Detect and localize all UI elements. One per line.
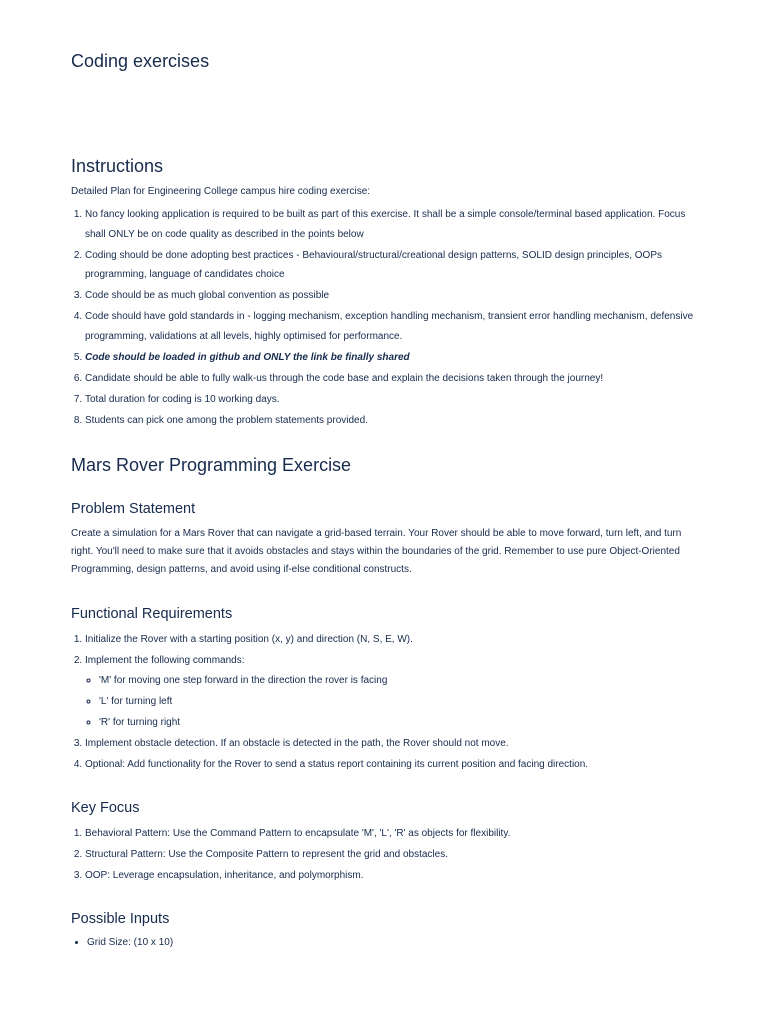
list-item: 6. Candidate should be able to fully walk-us through the code base and explain the decisions taken through the journey! bbox=[85, 369, 696, 389]
list-item-text: Implement the following commands: bbox=[85, 655, 245, 666]
problem-statement-text: Create a simulation for a Mars Rover that can navigate a grid-based terrain. Your Rover should be able to move forward, turn left, and turn right. You'll need to make sure that it avoids obstacles and stays within the boundaries of the grid. Remember to use pure Object-Oriented Programming, design patterns, and avoid using if-else conditional constructs. bbox=[71, 528, 682, 575]
list-item bbox=[85, 651, 696, 732]
list-item: 3. Code should be as much global convention as possible bbox=[85, 286, 696, 306]
list-item bbox=[85, 348, 696, 368]
list-item: 1. Initialize the Rover with a starting position (x, y) and direction (N, S, E, W). bbox=[85, 630, 696, 650]
emphasized-text: Code should be loaded in github and ONLY the link be finally shared bbox=[85, 351, 410, 363]
list-item: 7. Total duration for coding is 10 working days. bbox=[85, 390, 696, 410]
page-title: Coding exercises bbox=[71, 51, 210, 71]
key-focus-heading: Key Focus bbox=[71, 800, 140, 816]
exercise-heading: Mars Rover Programming Exercise bbox=[71, 455, 352, 475]
instructions-intro: Detailed Plan for Engineering College campus hire coding exercise: bbox=[71, 186, 371, 197]
list-item: 3. OOP: Leverage encapsulation, inheritance, and polymorphism. bbox=[85, 866, 696, 886]
instructions-list bbox=[71, 205, 696, 430]
possible-inputs-heading: Possible Inputs bbox=[71, 910, 170, 927]
command-item: ◦ 'L' for turning left bbox=[99, 692, 696, 712]
list-item: 1. No fancy looking application is required to be built as part of this exercise. It shall be a simple console/terminal based application. Focus shall ONLY be on code quality as described in the points below bbox=[85, 205, 696, 244]
key-focus-list bbox=[71, 824, 696, 886]
functional-requirements-heading: Functional Requirements bbox=[71, 606, 233, 622]
functional-requirements-list bbox=[71, 630, 696, 774]
list-item: 1. Behavioral Pattern: Use the Command Pattern to encapsulate 'M', 'L', 'R' as objects for flexibility. bbox=[85, 824, 696, 844]
document-body bbox=[71, 154, 696, 954]
problem-statement-heading: Problem Statement bbox=[71, 501, 196, 517]
list-item: 4. Code should have gold standards in - logging mechanism, exception handling mechanism, transient error handling mechanism, defensive programming, validations at all levels, highly optimised for performance. bbox=[85, 307, 696, 346]
list-item: 4. Optional: Add functionality for the Rover to send a status report containing its current position and facing direction. bbox=[85, 755, 696, 775]
commands-list bbox=[85, 671, 696, 733]
command-item: ◦ 'R' for turning right bbox=[99, 713, 696, 733]
command-item: ◦ 'M' for moving one step forward in the direction the rover is facing bbox=[99, 671, 696, 691]
list-item: 3. Implement obstacle detection. If an obstacle is detected in the path, the Rover should not move. bbox=[85, 734, 696, 754]
instructions-heading: Instructions bbox=[71, 156, 164, 176]
possible-inputs-list bbox=[71, 933, 696, 953]
list-item: • Grid Size: (10 x 10) bbox=[87, 933, 696, 953]
list-item: 8. Students can pick one among the problem statements provided. bbox=[85, 411, 696, 431]
list-item: 2. Coding should be done adopting best practices - Behavioural/structural/creational design patterns, SOLID design principles, OOPs programming, language of candidates choice bbox=[85, 246, 696, 285]
list-item: 2. Structural Pattern: Use the Composite Pattern to represent the grid and obstacles. bbox=[85, 845, 696, 865]
